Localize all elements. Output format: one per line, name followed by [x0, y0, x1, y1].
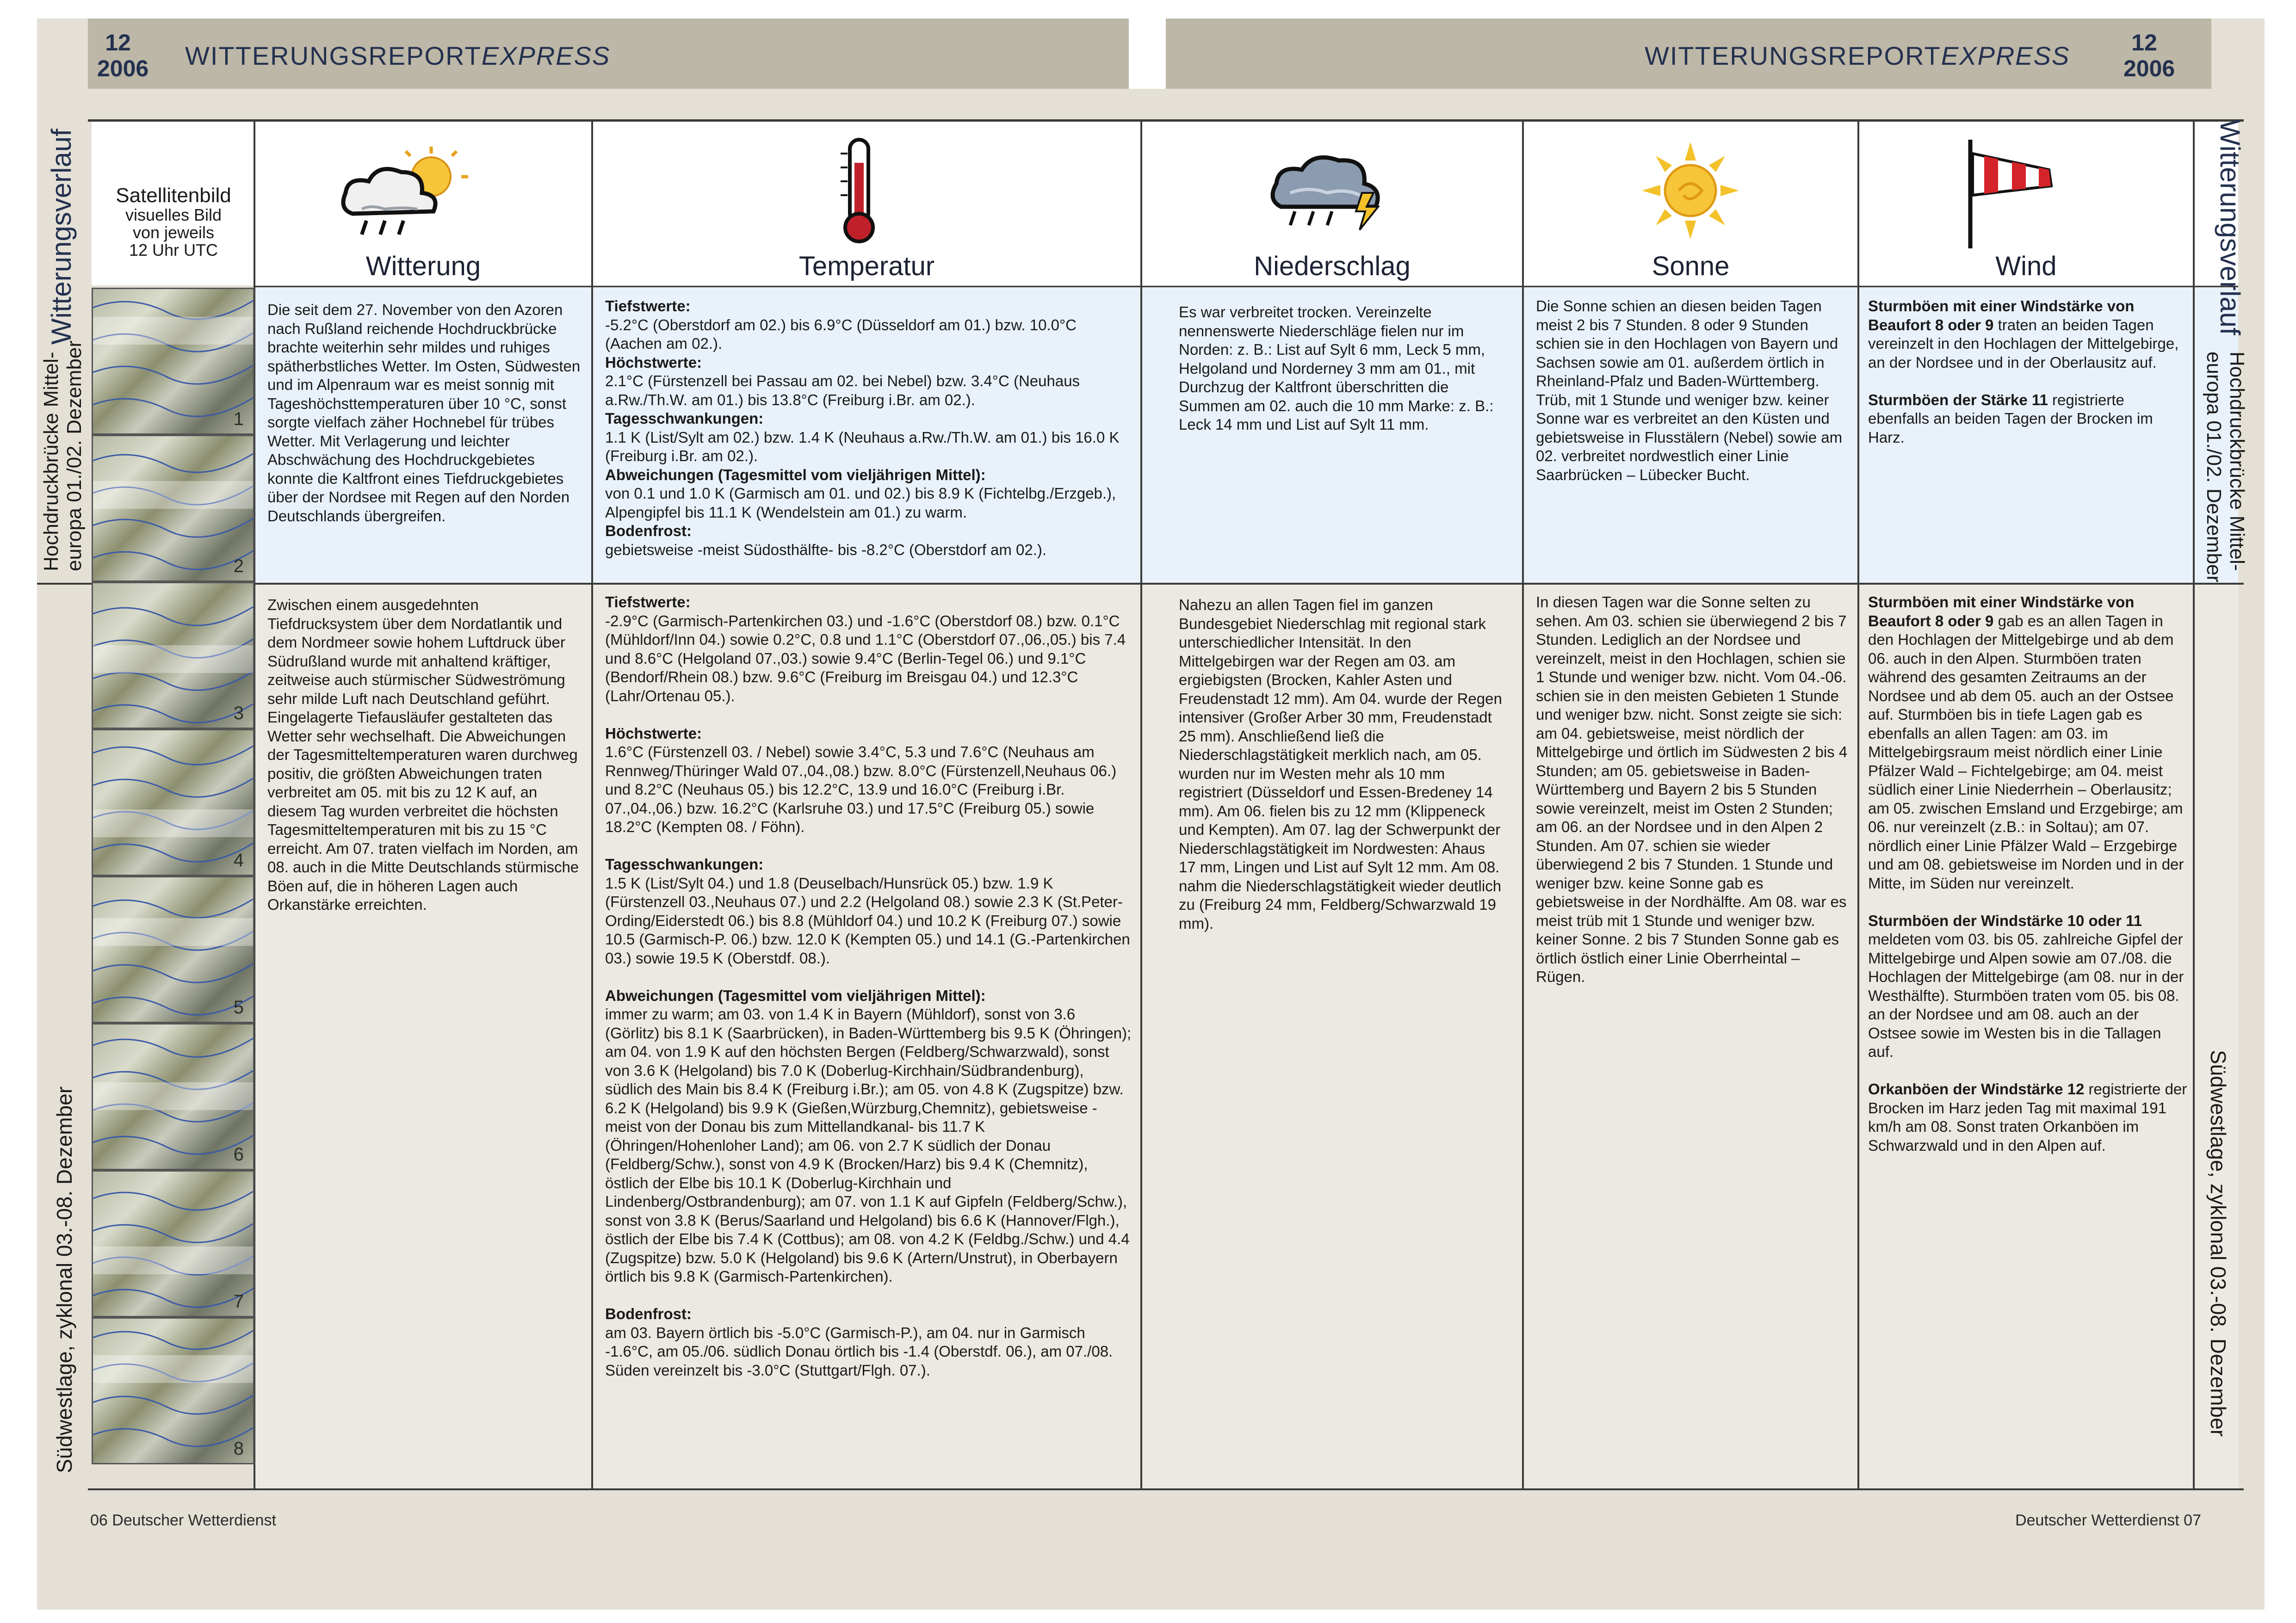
sun-icon — [1640, 140, 1741, 241]
period2-temperatur-text: Tiefstwerte: -2.9°C (Garmisch-Partenkirchen 03.) und -1.6°C (Oberstdorf 08.) bzw. 0.1°C (Mühldorf/Inn 04.) sowie 0.2°C, 0.8 und 1.1°C (Oberstdorf 07.,06.,05.) bis 7.4 und 8.6°C (Helgoland 07.,03.) sowie 9.4°C (Berlin-Tegel 06.) und 9.1°C (Bendorf/Rhein 08.) bzw. 9.6°C (Freiburg im Breisgau 04.) und 12.3°C (Lahr/Ortenau 05.). Höchstwerte: 1.6°C (Fürstenzell 03. / Nebel) sowie 3.4°C, 5.3 und 7.6°C (Neuhaus am Rennweg/Thüringer Wald 07.,04.,08.) bzw. 8.0°C (Fürstenzell,Neuhaus 06.) und 8.2°C (Neuhaus 05.) bis 12.2°C, 13.9 und 16.0°C (Freiburg i.Br. 07.,04.,06.) bzw. 16.2°C (Karlsruhe 03.) und 17.5°C (Freiburg 05.) sowie 18.2°C (Kempten 08. / Föhn). Tagesschwankungen: 1.5 K (List/Sylt 04.) und 1.8 (Deuselbach/Hunsrück 05.) bzw. 1.9 K (Fürstenzell 03.,Neuhaus 07.) und 2.2 (Helgoland 08.) sowie 2.3 K (St.Peter-Ording/Eiderstedt 06.) bis 8.8 (Mühldorf 04.) und 10.2 K (Freiburg 07.) sowie 10.5 (Garmisch-P. 06.) bzw. 12.0 K (Kempten 05.) und 14.1 (G.-Partenkirchen 03.) sowie 19.5 K (Oberstdf. 08.). Abweichungen (Tagesmittel vom vieljährigen Mittel): immer zu warm; am 03. von 1.4 K in Bayern (Mühldorf), sonst von 3.6 (Görlitz) bis 8.1 K (Saarbrücken), in Baden-Württemberg bis 9.5 K (Öhringen); am 04. von 1.9 K auf den höchsten Bergen (Feldberg/Schwarzwald), sonst von 3.6 K (Helgoland) bis 7.0 K (Doberlug-Kirchhain/Südbrandenburg), südlich des Main bis 8.4 K (Freiburg i.Br.); am 05. von 4.8 K (Zugspitze) bzw. 6.2 K (Helgoland) bis 9.9 K (Gießen,Würzburg,Chemnitz), gebietsweise -meist von der Donau bis zum Mittellandkanal- bis 11.7 K (Öhringen/Hohenloher Land); am 06. von 2.7 K südlich der Donau (Feldberg/Schw.), sonst von 4.9 K (Brocken/Harz) bis 9.4 K (Chemnitz), östlich der Elbe bis 10.1 K (Doberlug-Kirchhain und Lindenberg/Ostbrandenburg); am 07. von 1.1 K auf Gipfeln (Feldberg/Schw.), sonst von 3.8 K (Berus/Saarland und Helgoland) bis 6.6 K (Hannover/Flgh.), östlich der Elbe bis 7.4 K (Cottbus); am 08. von 4.2 K (Feldbg./Schw.) und 4.4 (Zugspitze) bzw. 5.0 K (Helgoland) bis 9.6 K (Artern/Unstrut), in Oberbayern örtlich bis 9.8 K (Garmisch-Partenkirchen). Bodenfrost: am 03. Bayern örtlich bis -5.0°C (Garmisch-P.), am 04. nur in Garmisch -1.6°C, am 05./06. südlich Donau örtlich bis -1.4 (Oberstdf. 06.), am 07./08. Süden vereinzelt bis -3.0°C (Stuttgart/Flgh. 07.). — [605, 593, 1132, 1379]
satellite-coastline-overlay — [93, 436, 253, 580]
satellite-coastline-overlay — [93, 1319, 253, 1463]
column-witterung — [255, 121, 591, 285]
satellite-image-6 — [92, 1023, 254, 1170]
satellite-coastline-overlay — [93, 1172, 253, 1316]
column-label-sonne: Sonne — [1652, 251, 1730, 281]
satellite-image-8 — [92, 1317, 254, 1464]
period2-witterung-text: Zwischen einem ausgedehnten Tiefdrucksystem über dem Nordatlantik und dem Nordmeer sowie hohem Luftdruck über Südrußland wurde mit anhaltend kräftiger, zeitweise auch stürmischer Südweströmung sehr milde Luft nach Deutschland geführt. Eingelagerte Tiefausläufer gestalteten das Wetter sehr wechselhaft. Die Abweichungen der Tagesmitteltemperaturen waren durchweg positiv, die größten Abweichungen traten verbreitet am 05. mit bis zu 12 K auf, an diesem Tag wurden verbreitet die höchsten Tagesmitteltemperaturen mit bis zu 15 °C erreicht. Am 07. traten vielfach im Norden, am 08. auch in die Mitte Deutschlands stürmische Böen auf, die in höheren Lagen auch Orkanstärke erreichten. — [267, 596, 579, 913]
satellite-image-3 — [92, 582, 254, 729]
period2-label-left: Südwestlage, zyklonal 03.-08. Dezember — [52, 1086, 76, 1473]
satellite-day-number: 8 — [233, 1438, 244, 1459]
satellite-coastline-overlay — [93, 583, 253, 728]
period1-label-left: Hochdruckbrücke Mittel- europa 01./02. Dezember — [40, 340, 86, 571]
satellite-day-number: 7 — [233, 1291, 244, 1312]
thermometer-icon — [834, 135, 889, 246]
issue-number-right: 12 — [2131, 30, 2157, 56]
satellite-image-1 — [92, 288, 254, 435]
col-divider-3 — [1140, 119, 1142, 1489]
period1-temperatur-text: Tiefstwerte: -5.2°C (Oberstdorf am 02.) bis 6.9°C (Düsseldorf am 01.) bzw. 10.0°C (Aachen am 02.). Höchstwerte: 2.1°C (Fürstenzell bei Passau am 02. bei Nebel) bzw. 3.4°C (Neuhaus a.Rw./Th.W. am 01.) bis 13.8°C (Freiburg i.Br. am 02.). Tagesschwankungen: 1.1 K (List/Sylt am 02.) bzw. 1.4 K (Neuhaus a.Rw./Th.W. am 01.) bis 16.0 K (Freiburg i.Br. am 02.). Abweichungen (Tagesmittel vom vieljährigen Mittel): von 0.1 und 1.0 K (Garmisch am 01. und 02.) bis 8.9 K (Fichtelbg./Erzgeb.), Alpengipfel bis 11.1 K (Wendelstein am 01.) zu warm. Bodenfrost: gebietsweise -meist Südosthälfte- bis -8.2°C (Oberstdorf am 02.). — [605, 297, 1120, 558]
satellite-day-number: 4 — [233, 850, 244, 870]
column-sonne — [1524, 121, 1857, 285]
storm-cloud-icon — [1267, 147, 1392, 235]
satellite-coastline-overlay — [93, 289, 253, 433]
footer-right: Deutscher Wetterdienst 07 — [2015, 1512, 2201, 1529]
col-divider-5 — [1857, 119, 1859, 1489]
col-divider-2 — [591, 119, 593, 1489]
satellite-image-4 — [92, 729, 254, 876]
issue-number-left: 12 — [105, 30, 131, 56]
satellite-header: Satellitenbild visuelles Bild von jeweils 12 Uhr UTC — [116, 184, 231, 259]
period2-wind-text: Sturmböen mit einer Windstärke von Beaufort 8 oder 9 gab es an allen Tagen in den Hochlagen der Mittelgebirge und ab dem 06. auch in den Alpen. Sturmböen traten während des gesamten Zeitraums an der Nordsee und ab dem 05. auch an der Ostsee auf. Sturmböen bis in tiefe Lagen gab es ebenfalls an allen Tagen: am 03. im Mittelgebirgsraum meist nördlich einer Linie Pfälzer Wald – Fichtelgebirge; am 04. meist südlich einer Linie Niederrhein – Oberlausitz; am 05. zwischen Emsland und Erzgebirge; am 06. nur vereinzelt (z.B.: in Soltau); am 07. nördlich einer Linie Pfälzer Wald – Erzgebirge und am 08. gebietsweise im Norden und in der Mitte, im Süden nur vereinzelt. Sturmböen der Windstärke 10 oder 11 meldeten vom 03. bis 05. zahlreiche Gipfel der Mittelgebirge und Alpen sowie am 07./08. die Hochlagen der Mittelgebirge (am 08. nur in der Westhälfte). Sturmböen traten vom 05. bis 08. an der Nordsee und am 08. auch an der Ostsee sowie im Westen bis in die Tallagen auf. Orkanböen der Windstärke 12 registrierte der Brocken im Harz jeden Tag mit maximal 191 km/h am 08. Sonst traten Orkanböen im Schwarzwald und in den Alpen auf. — [1868, 593, 2187, 1154]
period1-label-right: Hochdruckbrücke Mittel- europa 01./02. Dezember — [2203, 352, 2248, 582]
table-bottom-border — [88, 1488, 2244, 1490]
satellite-image-5 — [92, 876, 254, 1023]
satellite-coastline-overlay — [93, 877, 253, 1022]
period2-label-right: Südwestlage, zyklonal 03.-08. Dezember — [2206, 1050, 2230, 1437]
footer-left: 06 Deutscher Wetterdienst — [90, 1512, 276, 1529]
period2-sonne-text: In diesen Tagen war die Sonne selten zu sehen. Am 03. schien sie überwiegend 2 bis 7 Stunden. Lediglich an der Nordsee und vereinzelt, meist in den Hochlagen, schien sie 1 Stunde und weniger bzw. nicht. Vom 04.-06. schien sie in den meisten Gebieten 1 Stunde und weniger bzw. nicht. Sonst zeigte sie sich: am 04. gebietsweise, meist nördlich der Mittelgebirge und örtlich im Südwesten 2 bis 4 Stunden; am 05. gebietsweise in Baden-Württemberg und Bayern 2 bis 5 Stunden sowie vereinzelt, meist im Osten 2 Stunden; am 06. an der Nordsee und in den Alpen 2 Stunden. Am 07. schien sie wieder überwiegend 2 bis 7 Stunden. 1 Stunde und weniger bzw. keine Sonne gab es gebietsweise in der Nordhälfte. Am 08. war es meist trüb mit 1 Stunde und weniger bzw. keiner Sonne. 2 bis 7 Stunden Sonne gab es örtlich östlich einer Linie Oberrheintal – Rügen. — [1536, 593, 1848, 985]
col-divider-6 — [2193, 119, 2195, 1489]
report-title-left: WITTERUNGSREPORTEXPRESS — [185, 41, 611, 70]
windsock-icon — [1956, 135, 2063, 251]
period1-witterung-text: Die seit dem 27. November von den Azoren nach Rußland reichende Hochdruckbrücke brachte weiterhin sehr mildes und ruhiges spätherbstliches Wetter. Im Osten, Südwesten und im Alpenraum war es meist sonnig mit Tageshöchsttemperaturen über 10 °C, sonst sorgte vielfach zäher Hochnebel für trübes Wetter. Mit Verlagerung und leichter Abschwächung des Hochdruckgebietes konnte die Kaltfront eines Tiefdruckgebietes über der Nordsee mit Regen auf den Norden Deutschlands übergreifen. — [267, 301, 581, 525]
cloud-sun-rain-icon — [334, 140, 473, 246]
report-title-right: WITTERUNGSREPORTEXPRESS — [1645, 41, 2070, 70]
satellite-day-number: 3 — [233, 703, 244, 723]
satellite-day-number: 2 — [233, 556, 244, 576]
column-label-wind: Wind — [1995, 251, 2057, 281]
satellite-coastline-overlay — [93, 1024, 253, 1169]
issue-year-left: 2006 — [97, 56, 149, 81]
period1-sonne-text: Die Sonne schien an diesen beiden Tagen meist 2 bis 7 Stunden. 8 oder 9 Stunden schien sie in den Hochlagen von Bayern und Sachsen sowie am 01. außerdem örtlich in Rheinland-Pfalz und Baden-Württemberg. Trüb, mit 1 Stunde und weniger bzw. keiner Sonne war es verbreitet an den Küsten und gebietsweise in Flusstälern (Nebel) sowie am 02. verbreitet nordwestlich einer Linie Saarbrücken – Lübecker Bucht. — [1536, 297, 1843, 483]
column-niederschlag — [1142, 121, 1522, 285]
column-label-niederschlag: Niederschlag — [1254, 251, 1411, 281]
column-label-witterung: Witterung — [365, 251, 481, 281]
period1-wind-text: Sturmböen mit einer Windstärke von Beaufort 8 oder 9 traten an beiden Tagen vereinzelt in den Hochlagen der Mittelgebirge, an der Nordsee und in der Oberlausitz auf. Sturmböen der Stärke 11 registrierte ebenfalls an beiden Tagen der Brocken im Harz. — [1868, 297, 2179, 446]
satellite-day-number: 1 — [233, 409, 244, 429]
satellite-day-number: 6 — [233, 1144, 244, 1165]
column-wind — [1859, 121, 2193, 285]
satellite-image-2 — [92, 435, 254, 582]
period2-niederschlag-text: Nahezu an allen Tagen fiel im ganzen Bundesgebiet Niederschlag mit regional stark unterschiedlicher Intensität. In den Mittelgebirgen war der Regen am 03. am ergiebigsten (Brocken, Kahler Asten und Freudenstadt 12 mm). Am 04. wurde der Regen intensiver (Großer Arber 30 mm, Freudenstadt 25 mm). Anschließend ließ die Niederschlagstätigkeit merklich nach, am 05. wurden nur im Westen mehr als 10 mm registriert (Düsseldorf und Essen-Bredeney 14 mm). Am 06. fielen bis zu 12 mm (Klippeneck und Kempten). Am 07. lag der Schwerpunkt der Niederschlagstätigkeit im Nordwesten: Ahaus 17 mm, Lingen und List auf Sylt 12 mm. Am 08. nahm die Niederschlagstätigkeit wieder deutlich zu (Freiburg 24 mm, Feldberg/Schwarzwald 19 mm). — [1179, 596, 1502, 932]
column-label-temperatur: Temperatur — [798, 251, 935, 281]
issue-year-right: 2006 — [2123, 56, 2175, 81]
side-title-right: Witterungsverlauf — [2215, 119, 2246, 335]
side-title-left: Witterungsverlauf — [46, 129, 77, 345]
center-gutter — [1129, 19, 1166, 89]
column-temperatur — [593, 121, 1140, 285]
satellite-day-number: 5 — [233, 997, 244, 1018]
period1-niederschlag-text: Es war verbreitet trocken. Vereinzelte nennenswerte Niederschläge fielen nur im Norden: z. B.: List auf Sylt 6 mm, Leck 5 mm, Helgoland und Norderney 3 mm am 01., mit Durchzug der Kaltfront überschritten die Summen am 02. auch die 10 mm Marke: z. B.: Leck 14 mm und List auf Sylt 11 mm. — [1179, 303, 1494, 433]
satellite-image-7 — [92, 1170, 254, 1317]
satellite-coastline-overlay — [93, 730, 253, 875]
header-row-divider — [254, 286, 2238, 287]
col-divider-4 — [1522, 119, 1524, 1489]
